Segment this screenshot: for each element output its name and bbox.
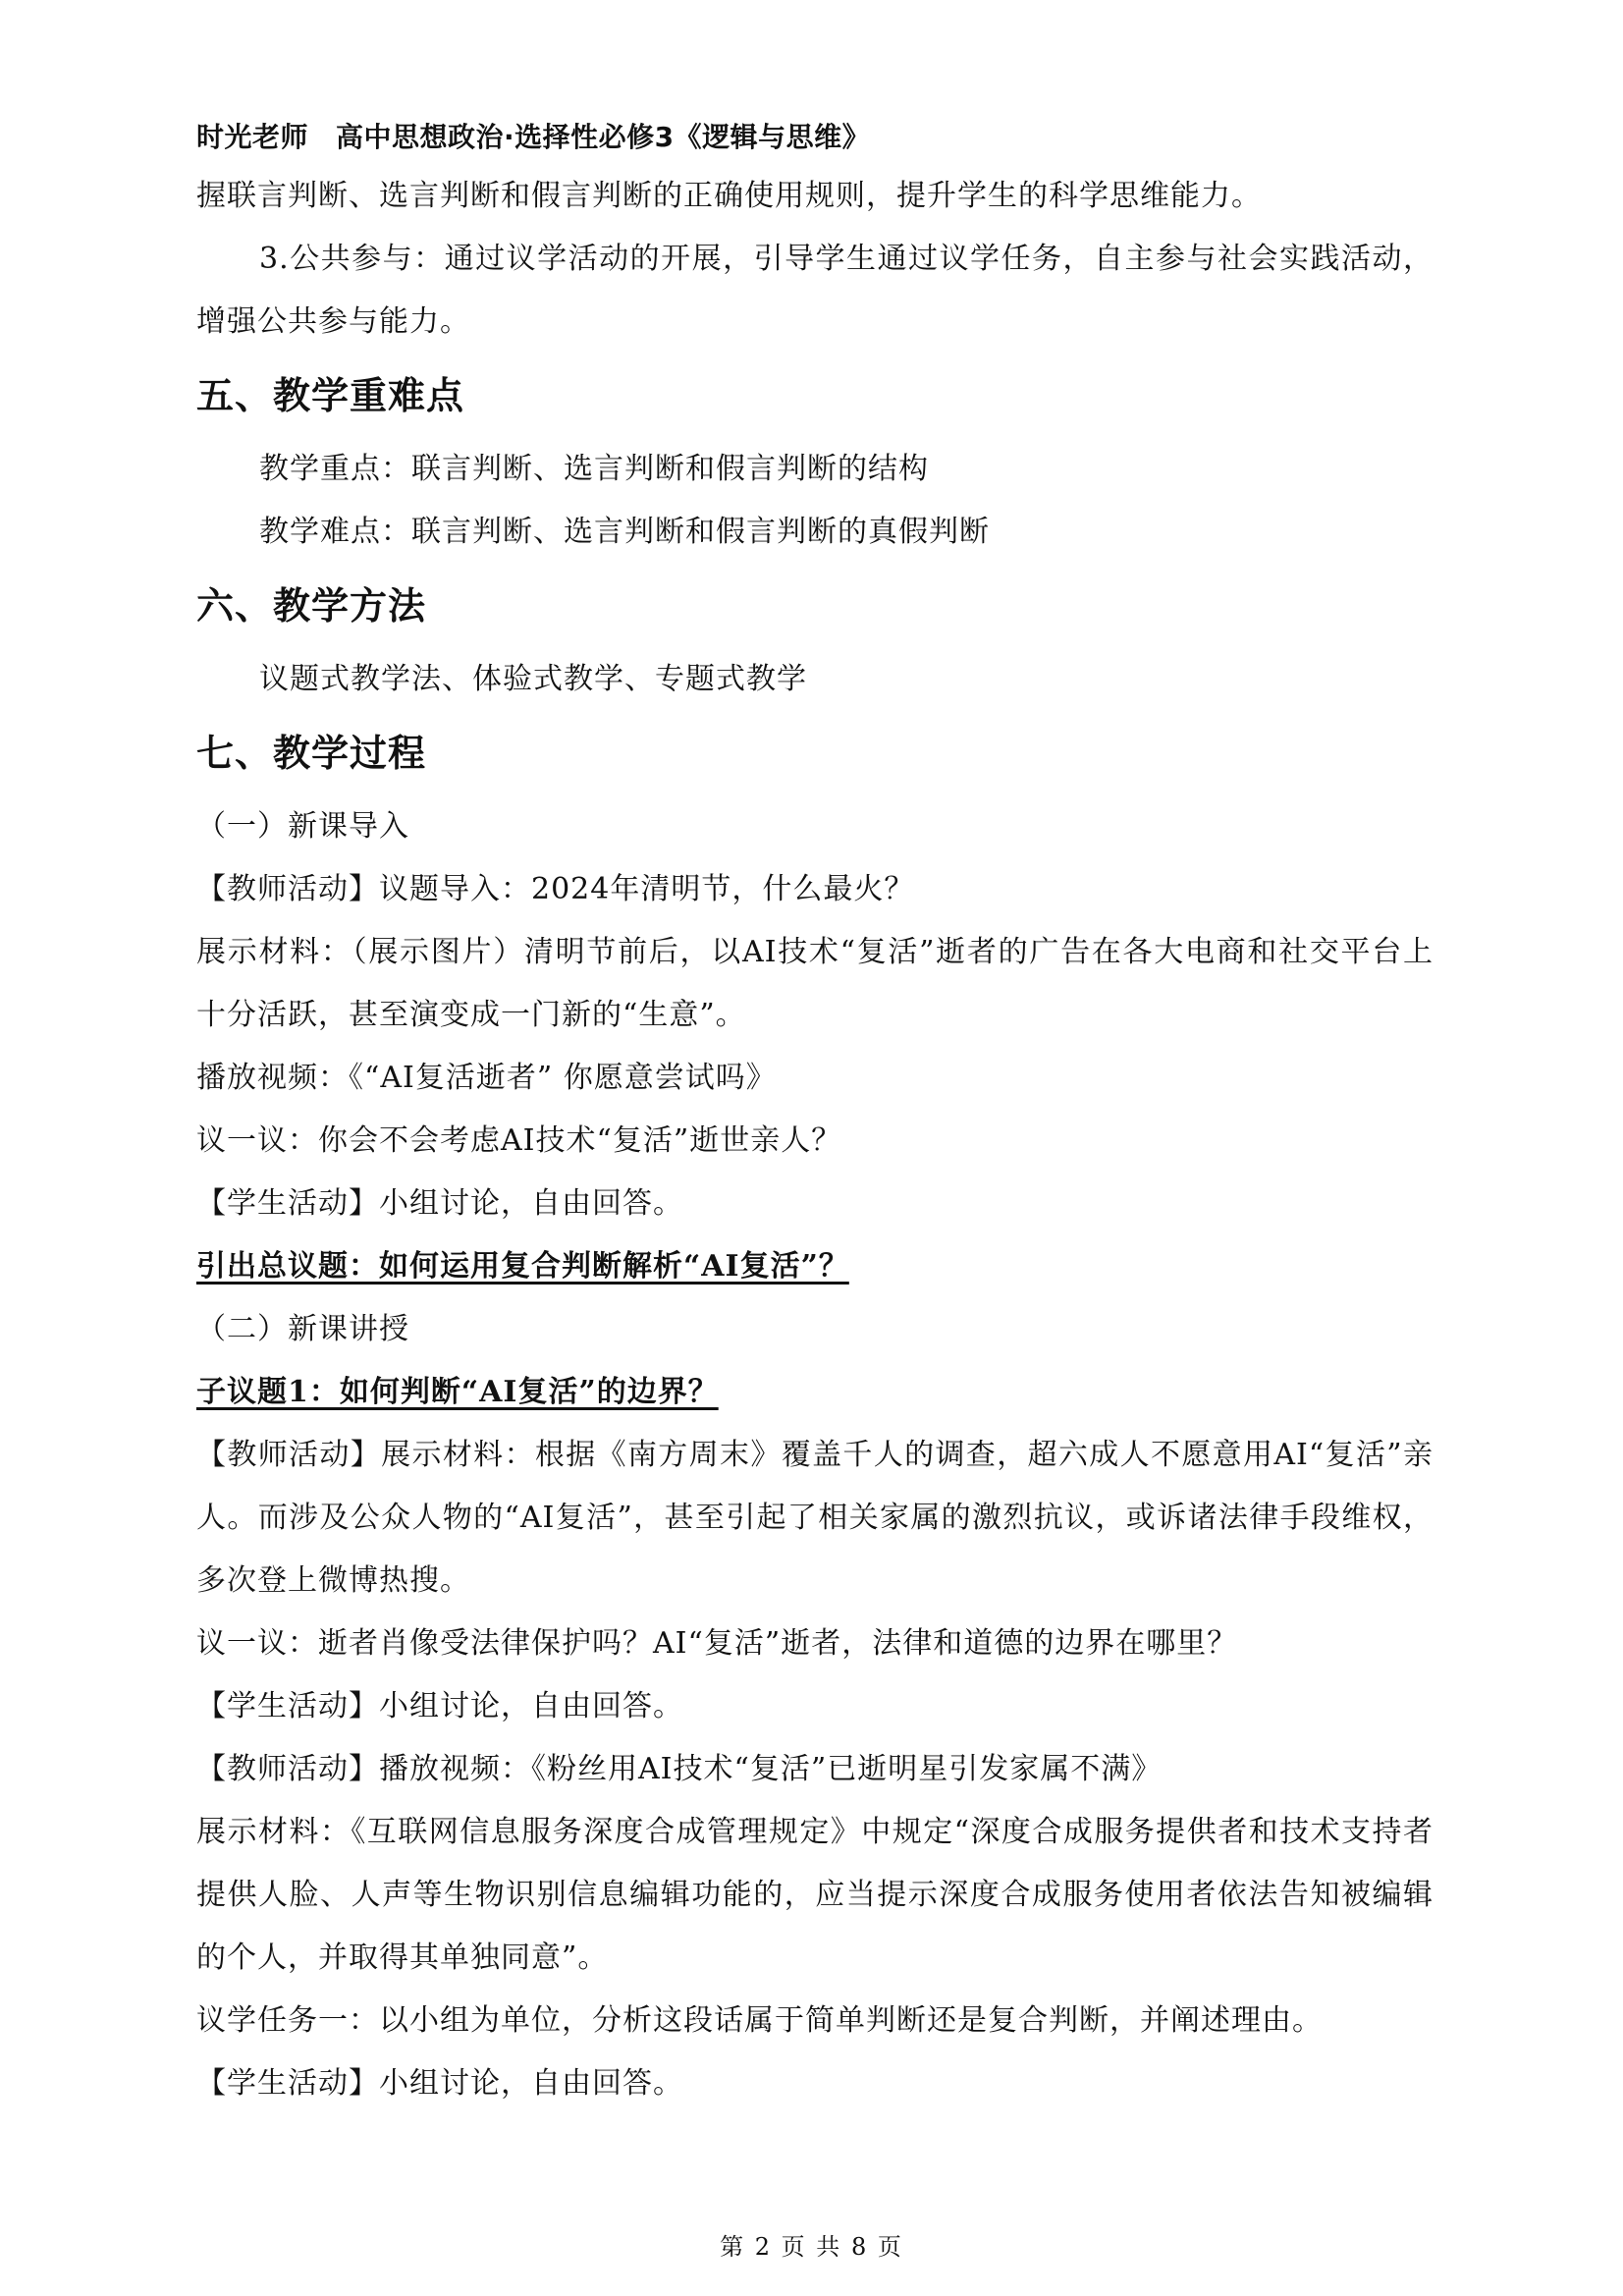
paragraph: 教学重点：联言判断、选言判断和假言判断的结构 [259, 452, 929, 486]
paragraph: 议题式教学法、体验式教学、专题式教学 [259, 662, 807, 696]
section-heading: 六、教学方法 [196, 584, 427, 628]
sub-issue-underlined: 子议题1：如何判断“AI复活”的边界？ [196, 1375, 719, 1409]
header-teacher: 时光老师 [196, 121, 309, 153]
paragraph: 【教师活动】议题导入：2024年清明节，什么最火？ [196, 872, 915, 906]
subsection-heading: （二）新课讲授 [196, 1312, 409, 1346]
page-number: 第 2 页 共 8 页 [720, 2233, 903, 2261]
document-body [196, 165, 1434, 2115]
paragraph: 【学生活动】小组讨论，自由回答。 [196, 1186, 683, 1221]
paragraph: 【学生活动】小组讨论，自由回答。 [196, 2066, 683, 2101]
section-heading: 五、教学重难点 [196, 374, 465, 417]
paragraph: 握联言判断、选言判断和假言判断的正确使用规则，提升学生的科学思维能力。 [196, 179, 1262, 213]
page-header [196, 116, 870, 155]
paragraph: 【教师活动】播放视频：《粉丝用AI技术“复活”已逝明星引发家属不满》 [196, 1752, 1163, 1786]
paragraph: 展示材料：（展示图片）清明节前后，以AI技术“复活”逝者的广告在各大电商和社交平台上十分活跃，甚至演变成一门新的“生意”。 [196, 935, 1434, 1032]
paragraph: 教学难点：联言判断、选言判断和假言判断的真假判断 [259, 515, 990, 549]
subsection-heading: （一）新课导入 [196, 809, 409, 844]
paragraph: 议一议：逝者肖像受法律保护吗？AI“复活”逝者，法律和道德的边界在哪里？ [196, 1626, 1238, 1661]
section-heading: 七、教学过程 [196, 732, 427, 775]
paragraph: 【教师活动】展示材料：根据《南方周末》覆盖千人的调查，超六成人不愿意用AI“复活”亲人。而涉及公众人物的“AI复活”，甚至引起了相关家属的激烈抗议，或诉诸法律手段维权，多次登上微博热搜。 [196, 1438, 1434, 1598]
paragraph: 【学生活动】小组讨论，自由回答。 [196, 1689, 683, 1723]
paragraph: 3.公共参与：通过议学活动的开展，引导学生通过议学任务，自主参与社会实践活动，增强公共参与能力。 [196, 242, 1434, 339]
main-issue-underlined: 引出总议题：如何运用复合判断解析“AI复活”？ [196, 1249, 849, 1284]
paragraph: 议学任务一：以小组为单位，分析这段话属于简单判断还是复合判断，并阐述理由。 [196, 2003, 1323, 2038]
header-course: 高中思想政治·选择性必修3《逻辑与思维》 [336, 121, 871, 153]
paragraph: 播放视频：《“AI复活逝者” 你愿意尝试吗》 [196, 1061, 777, 1095]
paragraph: 议一议：你会不会考虑AI技术“复活”逝世亲人？ [196, 1123, 842, 1158]
paragraph: 展示材料：《互联网信息服务深度合成管理规定》中规定“深度合成服务提供者和技术支持者提供人脸、人声等生物识别信息编辑功能的，应当提示深度合成服务使用者依法告知被编辑的个人，并取得其单独同意”。 [196, 1815, 1434, 1975]
